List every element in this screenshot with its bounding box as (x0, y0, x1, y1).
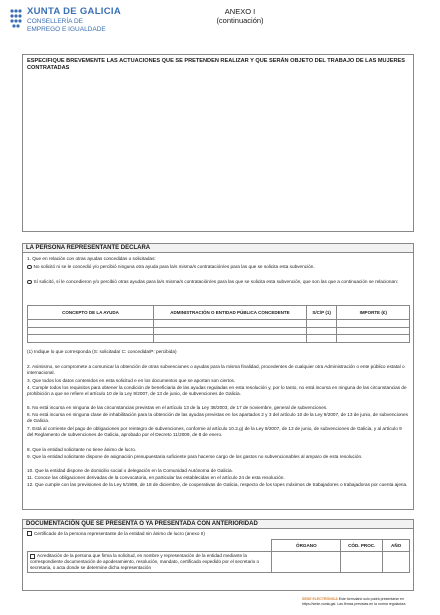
option-other-aid[interactable] (27, 279, 409, 285)
col-organo: ÓRGANO (272, 540, 341, 552)
declaration-item-11: 11. Conoce las obligaciones derivadas de la convocatoria, en particular las establecidas en el artículo 24 de esta resolución. (27, 475, 285, 480)
radio-other-aid[interactable] (27, 280, 32, 285)
declaration-item-5: 5. No está incursa en ninguna de las circunstancias previstas en el artículo 13 de la Ley 38/2003, de 17 de noviembre, general de subvenciones. (27, 405, 328, 410)
footer-note (302, 597, 437, 606)
option-si-label: Sí solicitó, sí le concedieron y/o percibió otras ayudas para la/s misma/s contratación/es para las que se solicita esta subvención, que son las que a continuación se relacionan: (33, 279, 399, 284)
col-importe: IMPORTE (€) (337, 306, 410, 320)
organo-cell[interactable] (272, 552, 341, 573)
table-row[interactable] (28, 335, 410, 343)
anyo-cell[interactable] (383, 552, 410, 573)
table-row[interactable] (28, 552, 410, 573)
declaration-item-7: 7. Está al corriente del pago de obligaciones por reintegro de subvenciones, conforme al artículo 10.2.g) de la Ley 9/2007, de 13 de junio, de subvenciones de Galicia, y al artículo 9 del Reglamento de subvenciones de Galicia, aprobado por el Decreto 11/2009, de 8 de enero. (27, 426, 402, 437)
table-row[interactable] (28, 320, 410, 328)
declaration-section-title: LA PERSONA REPRESENTANTE DECLARA (23, 244, 413, 253)
option-no-label: No solicitó ni se le concedió y/o percibió ninguna otra ayuda para la/s misma/s contratación/es para las que se solicita esta subvención. (33, 264, 315, 269)
actions-description-field[interactable] (22, 54, 414, 232)
declaration-item-4: 4. Cumple todos los requisitos para obtener la condición de beneficiaria de las ayudas reguladas en esta resolución y, por lo tanto, no está incursa en ninguna de las circunstancias de prohibición a que se refiere el artículo 10 de la Ley 9/2007, de 13 de junio, de subvenciones de Galicia. (27, 385, 407, 396)
annex-title: ANEXO I (224, 7, 256, 16)
documents-table (27, 539, 410, 573)
declaration-item-2: 2. Asimismo, se compromete a comunicar la obtención de otras subvenciones o ayudas para la misma finalidad, procedentes de cualquier otra Administración o ente público estatal o internacional. (27, 364, 405, 375)
declaration-item-9: 9. Que la entidad solicitante dispone de asignación presupuestaria suficiente para hacerse cargo de los gastos no subvencionables al amparo de esta resolución. (27, 454, 363, 459)
option-no-other-aid[interactable] (27, 264, 409, 270)
documentation-section-title: DOCUMENTACIÓN QUE SE PRESENTA O YA PRESENTADA CON ANTERIORIDAD (23, 520, 413, 529)
certificate-option[interactable] (27, 531, 205, 536)
annex-heading (0, 7, 440, 25)
documents-header-row (28, 540, 410, 552)
org-name: XUNTA DE GALICIA (27, 6, 121, 17)
department-line1: CONSELLERÍA DE (27, 18, 83, 25)
declaration-item-8: 8. Que la entidad solicitante no tiene ánimo de lucro. (27, 447, 137, 452)
table-footnote: (1) Indique lo que corresponda (S: solicitada/ C: concedida/P: percibida) (27, 349, 177, 354)
col-administracion: ADMINISTRACIÓN O ENTIDAD PÚBLICA CONCEDENTE (154, 306, 307, 320)
col-cod-proc: CÓD. PROC. (341, 540, 383, 552)
certificate-label: Certificado de la persona representante de la entidad sin ánimo de lucro (anexo II) (34, 531, 205, 536)
col-concepto: CONCEPTO DE LA AYUDA (28, 306, 154, 320)
col-scp: S/C/P (1) (306, 306, 337, 320)
declaration-section (22, 243, 414, 510)
annex-subtitle: (continuación) (216, 16, 264, 25)
accreditation-label: Acreditación de la persona que firma la solicitud, en nombre y representación de la entidad mediante la correspondiente documentación de apoderamiento, resolución, mandato, certificado expedido por el secretario o secretaria, o acta donde se determine dicha representación (30, 553, 260, 570)
actions-section-title: ESPECIFIQUE BREVEMENTE LAS ACTUACIONES QUE SE PRETENDEN REALIZAR Y QUE SERÁN OBJETO DEL TRABAJO DE LAS MUJERES CONTRATADAS (27, 58, 405, 71)
other-aid-table (27, 305, 410, 343)
declaration-item-6: 6. No está incursa en ninguna clase de inhabilitación para la obtención de las ayudas previstas en los apartados 2 y 3 del artículo 10 de la Ley 9/2007, de 13 de junio, de subvenciones de Galicia. (27, 412, 408, 423)
table-header-row (28, 306, 410, 320)
radio-no-aid[interactable] (27, 265, 32, 270)
declaration-item-12: 12. Que cumple con las previsiones de la Ley 5/1998, de 18 de diciembre, de cooperativas de Galicia, respecto de los topes máximos de trabajadores o trabajadoras por cuenta ajena. (27, 482, 408, 487)
declaration-item-1: 1. Que en relación con otras ayudas concedidas o solicitadas: (27, 256, 156, 261)
table-row[interactable] (28, 327, 410, 335)
declaration-item-10: 10. Que la entidad dispone de domicilio social o delegación en la Comunidad Autónoma de Galicia. (27, 468, 233, 473)
col-anyo: AÑO (383, 540, 410, 552)
declaration-item-3: 3. Que todos los datos contenidos en esta solicitud e en los documentos que se aportan son ciertos. (27, 378, 236, 383)
cod-proc-cell[interactable] (341, 552, 383, 573)
sede-label: SEDE ELECTRÓNICA (302, 597, 338, 601)
documentation-section (22, 519, 414, 591)
department-line2: EMPREGO E IGUALDADE (27, 26, 106, 33)
certificate-checkbox[interactable] (27, 531, 32, 536)
accreditation-option[interactable] (28, 552, 272, 573)
footer-text: Este formulario solo podrá presentarse en https://sede.xunta.gal. Las firmas previstas en la norma reguladora (302, 597, 406, 606)
